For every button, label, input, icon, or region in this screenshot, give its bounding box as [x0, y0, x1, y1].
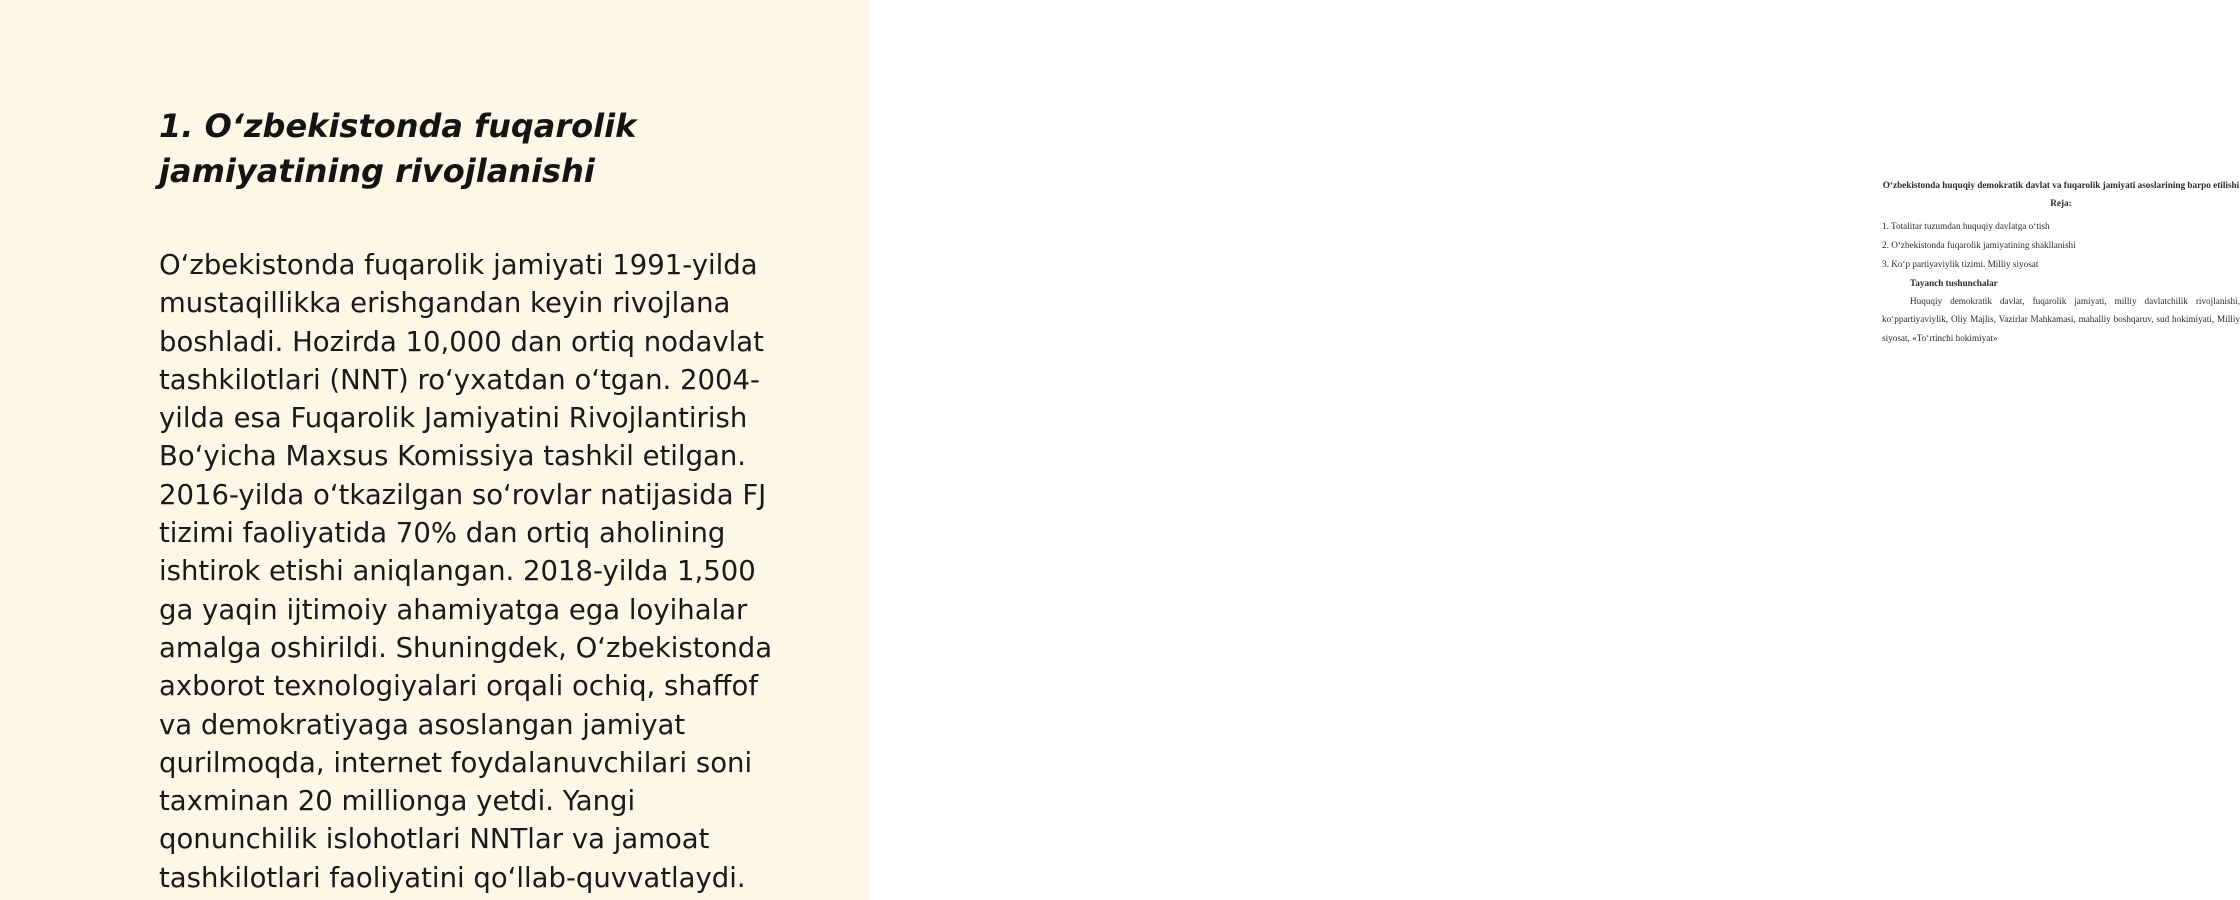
document-plan-label: Reja: — [2050, 198, 2072, 208]
document-plan-item: 2. O‘zbekistonda fuqarolik jamiyatining shakllanishi — [1882, 240, 2076, 250]
document-plan-item: 1. Totalitar tuzumdan huquqiy davlatga o‘tish — [1882, 221, 2050, 231]
document-panel — [870, 0, 2240, 900]
document-plan-item: 3. Ko‘p partiyaviylik tizimi. Milliy siyosat — [1882, 259, 2039, 269]
document-heading: O‘zbekistonda huquqiy demokratik davlat va fuqarolik jamiyati asoslarining barpo etilishi — [1882, 180, 2240, 190]
document-key-terms-text: Huquqiy demokratik davlat, fuqarolik jamiyati, milliy davlatchilik rivojlanishi, ko‘ppartiyaviylik, Oliy Majlis, Vazirlar Mahkamasi, mahalliy boshqaruv, sud hokimiyati, Milliy siyosat, «To‘rtinchi hokimiyat» — [1882, 296, 2240, 343]
document-key-terms-label: Tayanch tushunchalar — [1910, 278, 1998, 288]
slide-body-text: O‘zbekistonda fuqarolik jamiyati 1991-yilda mustaqillikka erishgandan keyin rivojlana boshladi. Hozirda 10,000 dan ortiq nodavlat tashkilotlari (NNT) ro‘yxatdan o‘tgan. 2004- yilda esa Fuqarolik Jamiyatini Rivojlantirish Bo‘yicha Maxsus Komissiya tashkil etilgan. 2016-yilda o‘tkazilgan so‘rovlar natijasida FJ tizimi faoliyatida 70% dan ortiq aholining ishtirok etishi aniqlangan. 2018-yilda 1,500 ga yaqin ijtimoiy ahamiyatga ega loyihalar amalga oshirildi. Shuningdek, O‘zbekistonda axborot texnologiyalari orqali ochiq, shaffof va demokratiyaga asoslangan jamiyat qurilmoqda, internet foydalanuvchilari soni taxminan 20 millionga yetdi. Yangi qonunchilik islohotlari NNTlar va jamoat tashkilotlari faoliyatini qo‘llab-quvvatlaydi. — [159, 249, 773, 894]
left-text-panel — [0, 0, 870, 900]
slide-title: 1. O‘zbekistonda fuqarolik jamiyatining rivojlanishi — [159, 107, 637, 190]
document-page-preview — [1882, 176, 2240, 347]
